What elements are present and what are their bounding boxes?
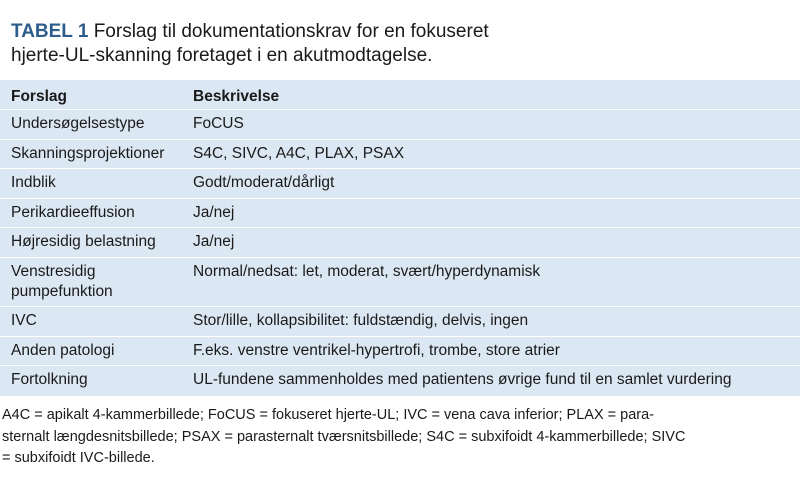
table-footnote	[2, 405, 792, 470]
cell-forslag: IVC	[11, 312, 37, 329]
table-row	[0, 258, 800, 308]
cell-beskrivelse: F.eks. venstre ventrikel-hypertrofi, trombe, store atrier	[193, 341, 560, 359]
table-label: TABEL 1	[11, 21, 89, 42]
table-row	[0, 228, 800, 258]
header-forslag: Forslag	[11, 88, 67, 105]
header-beskrivelse: Beskrivelse	[193, 88, 280, 105]
table-caption	[11, 20, 791, 68]
cell-beskrivelse: FoCUS	[193, 115, 244, 132]
table-row	[0, 199, 800, 229]
cell-forslag: Højresidig belastning	[11, 233, 156, 250]
footnote-line-2: sternalt længdesnitsbillede; PSAX = parasternalt tværsnitsbillede; S4C = subxifoidt 4-kammerbillede; SIVC	[2, 428, 686, 445]
footnote-line-3: = subxifoidt IVC-billede.	[2, 450, 155, 466]
cell-beskrivelse: Stor/lille, kollapsibilitet: fuldstændig, delvis, ingen	[193, 312, 529, 329]
cell-forslag: Anden patologi	[11, 341, 115, 359]
cell-forslag: Perikardieeffusion	[11, 203, 135, 221]
cell-beskrivelse: S4C, SIVC, A4C, PLAX, PSAX	[193, 144, 405, 162]
cell-forslag	[0, 262, 193, 302]
table-row	[0, 169, 800, 199]
documentation-table	[0, 80, 800, 396]
cell-forslag: Skanningsprojektioner	[11, 144, 165, 162]
caption-line-1	[11, 20, 791, 44]
table-row	[0, 366, 800, 396]
cell-beskrivelse: Ja/nej	[193, 203, 235, 221]
caption-title-part-1: Forslag til dokumentationskrav for en fokuseret	[93, 21, 489, 42]
cell-beskrivelse: Ja/nej	[193, 233, 235, 250]
table-row	[0, 337, 800, 367]
cell-forslag: Indblik	[11, 174, 56, 191]
table-row	[0, 110, 800, 140]
cell-beskrivelse: Normal/nedsat: let, moderat, svært/hyperdynamisk	[193, 262, 541, 280]
cell-forslag: Undersøgelsestype	[11, 115, 145, 132]
footnote-line-1: A4C = apikalt 4-kammerbillede; FoCUS = fokuseret hjerte-UL; IVC = vena cava inferior; PLAX = para-	[2, 407, 654, 423]
cell-forslag: Fortolkning	[11, 371, 88, 388]
table-row	[0, 140, 800, 170]
table-row	[0, 307, 800, 337]
cell-forslag-line-1: Venstresidig	[11, 262, 96, 280]
table-header-row	[0, 80, 800, 110]
caption-title-part-2: hjerte-UL-skanning foretaget i en akutmodtagelse.	[11, 45, 433, 66]
cell-beskrivelse: Godt/moderat/dårligt	[193, 174, 335, 191]
cell-forslag-line-2: pumpefunktion	[11, 282, 113, 300]
cell-beskrivelse: UL-fundene sammenholdes med patientens øvrige fund til en samlet vurdering	[193, 371, 732, 388]
